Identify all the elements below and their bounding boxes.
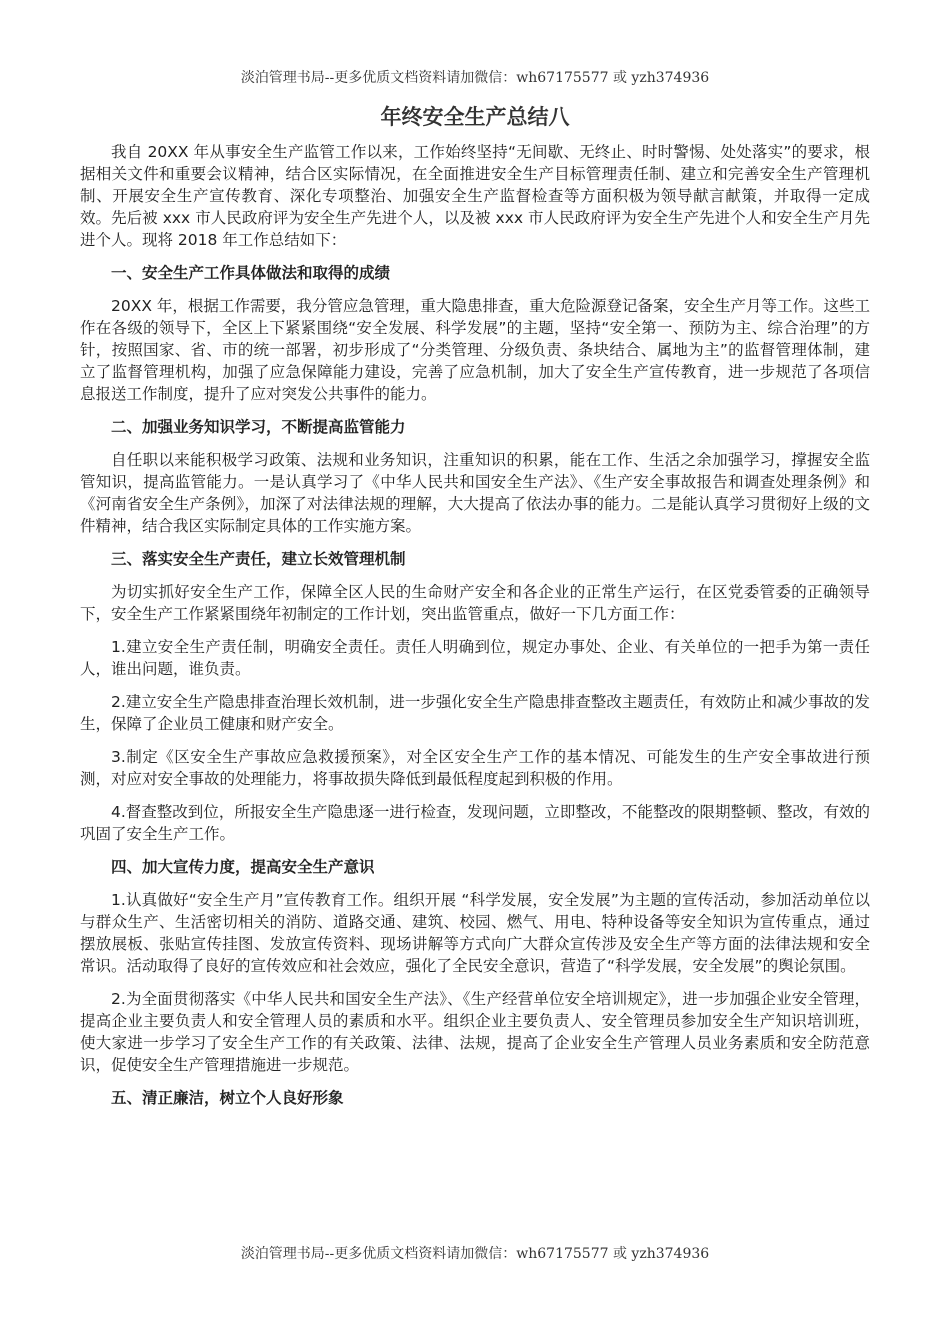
page-header: 淡泊管理书局--更多优质文档资料请加微信：wh67175577 或 yzh374936	[240, 70, 710, 86]
section-3-paragraph: 为切实抓好安全生产工作，保障全区人民的生命财产安全和各企业的正常生产运行，在区党委管委的正确领导下，安全生产工作紧紧围绕年初制定的工作计划，突出监管重点，做好一下几方面工作：	[80, 583, 870, 623]
section-heading-1: 一、安全生产工作具体做法和取得的成绩	[111, 264, 391, 282]
page-footer: 淡泊管理书局--更多优质文档资料请加微信：wh67175577 或 yzh374936	[240, 1246, 710, 1262]
document-body	[80, 102, 870, 1120]
section-3-item-4: 4.督查整改到位，所报安全生产隐患逐一进行检查，发现问题，立即整改，不能整改的限期整顿、整改，有效的巩固了安全生产工作。	[80, 803, 870, 843]
section-2-paragraph: 自任职以来能积极学习政策、法规和业务知识，注重知识的积累，能在工作、生活之余加强学习，撑握安全监管知识，提高监管能力。一是认真学习了《中华人民共和国安全生产法》、《生产安全事故报告和调查处理条例》和《河南省安全生产条例》，加深了对法律法规的理解，大大提高了依法办事的能力。二是能认真学习贯彻好上级的文件精神，结合我区实际制定具体的工作实施方案。	[80, 451, 870, 535]
section-4-item-1: 1.认真做好“安全生产月”宣传教育工作。组织开展 “科学发展，安全发展”为主题的宣传活动，参加活动单位以与群众生产、生活密切相关的消防、道路交通、建筑、校园、燃气、用电、特种设备等安全知识为宣传重点，通过摆放展板、张贴宣传挂图、发放宣传资料、现场讲解等方式向广大群众宣传涉及安全生产等方面的法律法规和安全常识。活动取得了良好的宣传效应和社会效应，强化了全民安全意识，营造了“科学发展，安全发展”的舆论氛围。	[80, 891, 870, 975]
section-heading-3: 三、落实安全生产责任，建立长效管理机制	[111, 550, 406, 568]
section-3-item-3: 3.制定《区安全生产事故应急救援预案》，对全区安全生产工作的基本情况、可能发生的生产安全事故进行预测，对应对安全事故的处理能力，将事故损失降低到最低程度起到积极的作用。	[80, 748, 870, 788]
intro-paragraph: 我自 20XX 年从事安全生产监管工作以来，工作始终坚持“无间歇、无终止、时时警惕、处处落实”的要求，根据相关文件和重要会议精神，结合区实际情况，在全面推进安全生产目标管理责任制、建立和完善安全生产管理机制、开展安全生产宣传教育、深化专项整治、加强安全生产监督检查等方面积极为领导献言献策，并取得一定成效。先后被 xxx 市人民政府评为安全生产先进个人，以及被 xxx 市人民政府评为安全生产先进个人和安全生产月先进个人。现将 2018 年工作总结如下：	[80, 143, 870, 249]
section-3-item-1: 1.建立安全生产责任制，明确安全责任。责任人明确到位，规定办事处、企业、有关单位的一把手为第一责任人，谁出问题，谁负责。	[80, 638, 870, 678]
section-heading-5: 五、清正廉洁，树立个人良好形象	[111, 1089, 344, 1107]
section-3-item-2: 2.建立安全生产隐患排查治理长效机制，进一步强化安全生产隐患排查整改主题责任，有效防止和减少事故的发生，保障了企业员工健康和财产安全。	[80, 693, 870, 733]
section-1-paragraph: 20XX 年，根据工作需要，我分管应急管理，重大隐患排查，重大危险源登记备案，安全生产月等工作。这些工作在各级的领导下，全区上下紧紧围绕“安全发展、科学发展”的主题，坚持“安全第一、预防为主、综合治理”的方针，按照国家、省、市的统一部署，初步形成了“分类管理、分级负责、条块结合、属地为主”的监督管理体制，建立了监督管理机构，加强了应急保障能力建设，完善了应急机制，加大了安全生产宣传教育，进一步规范了各项信息报送工作制度，提升了应对突发公共事件的能力。	[80, 297, 870, 403]
document-title: 年终安全生产总结八	[380, 105, 570, 129]
section-4-item-2: 2.为全面贯彻落实《中华人民共和国安全生产法》、《生产经营单位安全培训规定》，进一步加强企业安全管理，提高企业主要负责人和安全管理人员的素质和水平。组织企业主要负责人、安全管理员参加安全生产知识培训班，使大家进一步学习了安全生产工作的有关政策、法律、法规，提高了企业安全生产管理人员业务素质和安全防范意识，促使安全生产管理措施进一步规范。	[80, 990, 870, 1074]
section-heading-2: 二、加强业务知识学习，不断提高监管能力	[111, 418, 406, 436]
section-heading-4: 四、加大宣传力度，提高安全生产意识	[111, 858, 375, 876]
